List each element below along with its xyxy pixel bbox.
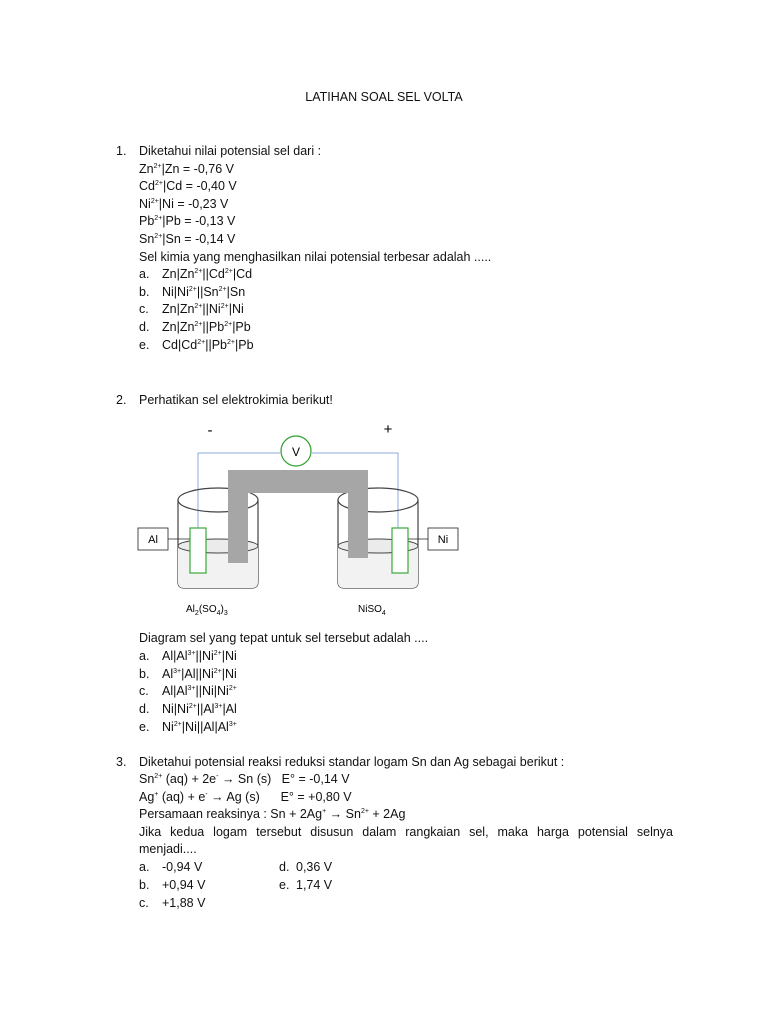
page-title: LATIHAN SOAL SEL VOLTA — [305, 90, 463, 104]
ni-label: Ni — [437, 534, 449, 546]
option-letter: e. — [139, 720, 150, 734]
option-text: -0,94 V — [162, 860, 203, 874]
option-text: $Al|Al^{3+}||Ni^{2+}|Ni$ — [162, 649, 237, 663]
potential-line: $Cd^{2+}|Cd = -0,40$ V — [139, 179, 237, 193]
option-text: $Ni|Ni^{2+}||Sn^{2+}|Sn$ — [162, 285, 246, 299]
option-letter: e. — [139, 338, 150, 352]
question-2-text: Diagram sel yang tepat untuk sel tersebut adalah .... — [139, 631, 429, 645]
reaction-2: Ag+ (aq) + e- → Ag (s) E° = +0,80 V — [139, 790, 352, 804]
question-1-intro: Diketahui nilai potensial sel dari : — [139, 144, 322, 158]
option-text: $Al|Al^{3+}||Ni|Ni^{2+}$ — [162, 684, 237, 698]
question-2-number: 2. — [116, 393, 127, 407]
option-text: +0,94 V — [162, 878, 206, 892]
option-letter: d. — [279, 860, 290, 874]
option-text: +1,88 V — [162, 896, 206, 910]
option-letter: c. — [139, 896, 149, 910]
right-solution-label: NiSO$_4$ — [358, 604, 386, 617]
option-text: $Ni^{2+}|Ni||Al|Al^{3+}$ — [162, 720, 237, 734]
aluminium-electrode — [190, 528, 206, 573]
option-letter: d. — [139, 702, 150, 716]
option-letter: e. — [279, 878, 290, 892]
option-letter: a. — [139, 267, 150, 281]
option-letter: a. — [139, 860, 150, 874]
al-label: Al — [148, 534, 158, 546]
option-letter: b. — [139, 285, 150, 299]
option-text: $Zn|Zn^{2+}||Cd^{2+}|Cd$ — [162, 267, 253, 281]
question-1-text: Sel kimia yang menghasilkan nilai potensial terbesar adalah ..... — [139, 250, 492, 264]
question-3-text-line-1: Jika kedua logam tersebut disusun dalam rangkaian sel, maka harga potensial selnya — [139, 825, 673, 839]
potential-line: $Zn^{2+}|Zn = -0,76$ V — [139, 162, 234, 176]
potential-line: $Pb^{2+}|Pb = -0,13$ V — [139, 214, 236, 228]
left-solution-label: $Al_2(SO_4)_3$ — [186, 604, 228, 617]
option-text: $Ni|Ni^{2+}||Al^{3+}|Al$ — [162, 702, 237, 716]
nickel-electrode — [392, 528, 408, 573]
option-text: $Al^{3+}|Al||Ni^{2+}|Ni$ — [162, 667, 237, 681]
option-letter: d. — [139, 320, 150, 334]
option-letter: b. — [139, 667, 150, 681]
option-letter: c. — [139, 302, 149, 316]
option-letter: a. — [139, 649, 150, 663]
option-text: $Zn|Zn^{2+}||Pb^{2+}|Pb$ — [162, 320, 251, 334]
option-text: 0,36 V — [296, 860, 333, 874]
option-text: 1,74 V — [296, 878, 333, 892]
question-1-number: 1. — [116, 144, 127, 158]
question-3-number: 3. — [116, 755, 127, 769]
option-letter: c. — [139, 684, 149, 698]
option-letter: b. — [139, 878, 150, 892]
reaction-equation: Persamaan reaksinya : $Sn + 2Ag^+ \to Sn^{2+} + 2Ag$ — [139, 807, 406, 821]
potential-line: $Ni^{2+}|Ni = -0,23$ V — [139, 197, 229, 211]
plus-sign: + — [383, 421, 393, 438]
minus-sign: - — [207, 422, 213, 439]
reaction-1: $Sn^{2+}$ (aq) + 2e- → Sn (s) E° = -0,14 V — [139, 772, 350, 786]
option-text: $Zn|Zn^{2+}||Ni^{2+}|Ni$ — [162, 302, 244, 316]
voltaic-cell-diagram — [130, 418, 470, 620]
potential-line: $Sn^{2+}|Sn = -0,14$ V — [139, 232, 236, 246]
question-2-intro: Perhatikan sel elektrokimia berikut! — [139, 393, 333, 407]
question-3-text-line-2: menjadi.... — [139, 842, 197, 856]
question-3-intro: Diketahui potensial reaksi reduksi standar logam Sn dan Ag sebagai berikut : — [139, 755, 565, 769]
option-text: $Cd|Cd^{2+}||Pb^{2+}|Pb$ — [162, 338, 254, 352]
voltmeter-label: V — [291, 445, 301, 459]
